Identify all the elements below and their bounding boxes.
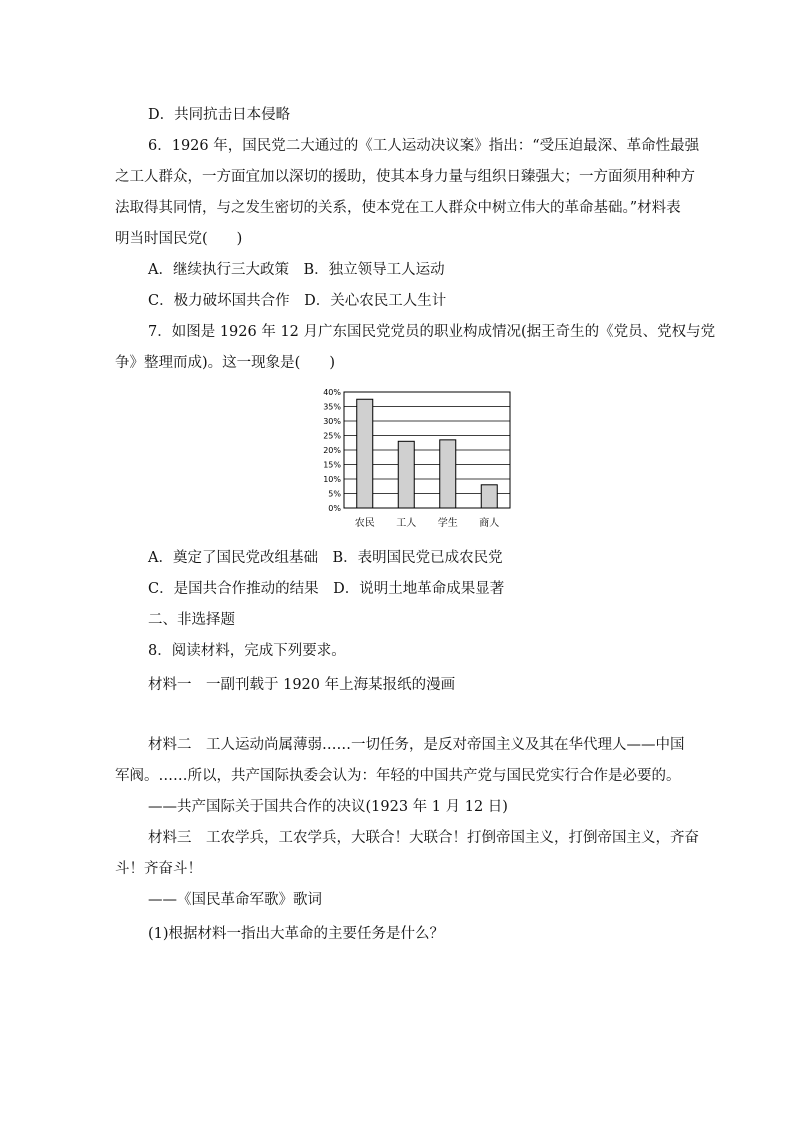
y-tick-label: 15% [323, 460, 341, 470]
y-tick-label: 5% [328, 489, 341, 499]
q6-stem-line-1: 6．1926 年，国民党二大通过的《工人运动决议案》指出：“受压迫最深、革命性最强 [148, 138, 700, 154]
y-tick-label: 25% [323, 431, 341, 441]
x-category-label: 学生 [437, 518, 458, 529]
q8-stem: 8．阅读材料，完成下列要求。 [148, 643, 346, 659]
material-3-source: ——《国民革命军歌》歌词 [148, 892, 322, 908]
y-tick-label: 0% [328, 504, 341, 513]
y-tick-label: 40% [323, 388, 341, 397]
bar-4 [481, 485, 497, 508]
section-title-nonchoice: 二、非选择题 [148, 612, 235, 628]
q6-stem-line-2: 之工人群众，一方面宜加以深切的援助，使其本身力量与组织日臻强大；一方面须用种种方 [115, 169, 695, 185]
q8-subquestion-1: (1)根据材料一指出大革命的主要任务是什么？ [148, 926, 445, 942]
q7-options-ab: A．奠定了国民党改组基础 B．表明国民党已成农民党 [148, 550, 503, 566]
material-2-line-2: 军阀。……所以，共产国际执委会认为：年轻的中国共产党与国民党实行合作是必要的。 [115, 768, 681, 784]
q6-options-ab: A．继续执行三大政策 B．独立领导工人运动 [148, 262, 445, 278]
y-tick-label: 10% [323, 475, 341, 484]
material-2-line-1: 材料二 工人运动尚属薄弱……一切任务，是反对帝国主义及其在华代理人——中国 [148, 737, 685, 753]
x-category-label: 工人 [396, 518, 417, 529]
y-tick-label: 20% [323, 446, 341, 455]
x-category-label: 商人 [479, 518, 500, 529]
q7-stem-line-2: 争》整理而成)。这一现象是( ) [115, 355, 335, 371]
material-3-line-1: 材料三 工农学兵，工农学兵，大联合！大联合！打倒帝国主义，打倒帝国主义，齐奋 [148, 830, 699, 846]
material-1: 材料一 一副刊载于 1920 年上海某报纸的漫画 [148, 677, 456, 693]
bar-2 [398, 441, 414, 508]
q6-options-cd: C．极力破坏国共合作 D．关心农民工人生计 [148, 293, 447, 309]
y-tick-label: 35% [323, 402, 341, 412]
material-3-line-2: 斗！齐奋斗！ [115, 861, 202, 877]
y-tick-label: 30% [323, 417, 341, 426]
q6-stem-line-4: 明当时国民党( ) [115, 231, 243, 247]
x-category-label: 农民 [354, 518, 375, 529]
material-2-source: ——共产国际关于国共合作的决议(1923 年 1 月 12 日) [148, 799, 508, 815]
q7-stem-line-1: 7．如图是 1926 年 12 月广东国民党党员的职业构成情况(据王奇生的《党员、党权与党 [148, 324, 716, 340]
q5-option-d: D．共同抗击日本侵略 [148, 107, 291, 123]
q7-options-cd: C．是国共合作推动的结果 D．说明土地革命成果显著 [148, 581, 505, 597]
q6-stem-line-3: 法取得其同情，与之发生密切的关系，使本党在工人群众中树立伟大的革命基础。”材料表 [115, 200, 681, 216]
bar-1 [357, 399, 373, 508]
membership-bar-chart [318, 386, 518, 536]
bar-3 [440, 440, 456, 508]
